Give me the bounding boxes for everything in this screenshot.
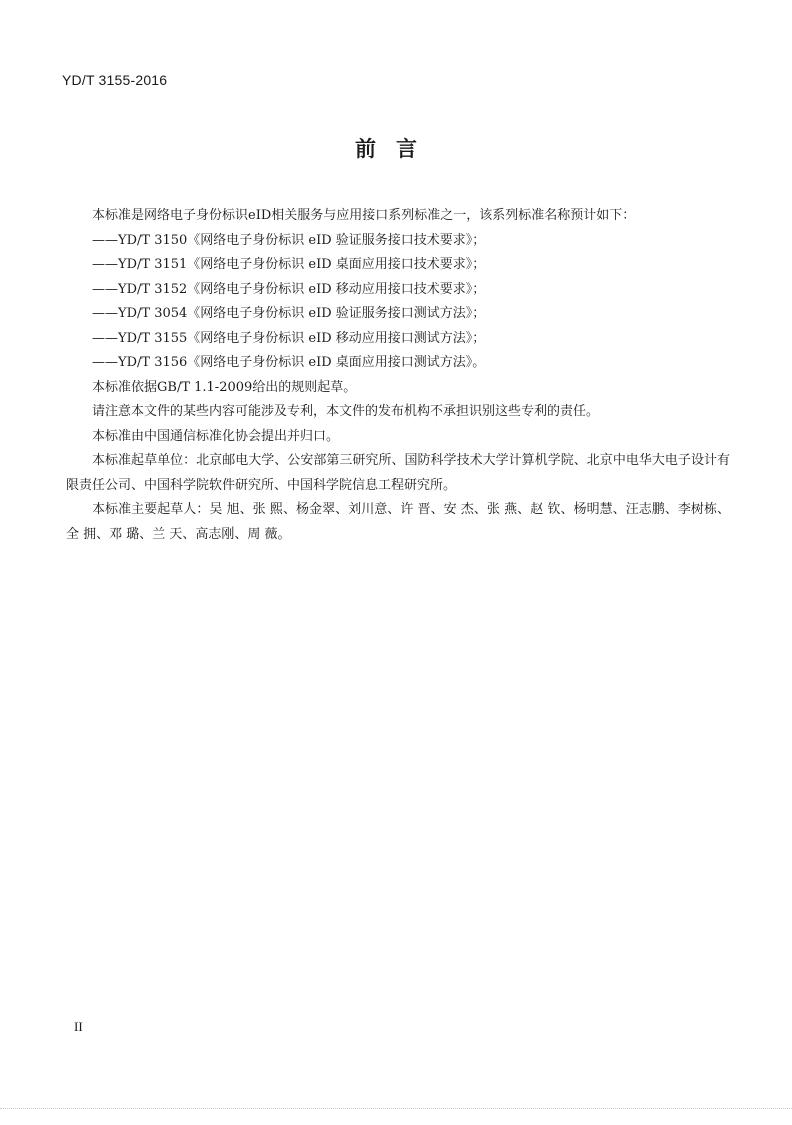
series-item: ——YD/T 3151《网络电子身份标识 eID 桌面应用接口技术要求》； — [92, 257, 486, 272]
page-title: 前言 — [355, 137, 437, 161]
intro-paragraph: 本标准是网络电子身份标识eID相关服务与应用接口系列标准之一，该系列标准名称预计如下： — [92, 208, 636, 223]
series-item: ——YD/T 3054《网络电子身份标识 eID 验证服务接口测试方法》； — [92, 306, 486, 321]
basis-paragraph: 本标准依据GB/T 1.1-2009给出的规则起草。 — [92, 379, 357, 395]
drafters-paragraph: 本标准主要起草人：吴 旭、张 熙、杨金翠、刘川意、许 晋、安 杰、张 燕、赵 钦、杨明慧、汪志鹏、李树栋、全 拥、邓 璐、兰 天、高志刚、周 薇。 — [66, 502, 730, 542]
drafting-units-paragraph: 本标准起草单位：北京邮电大学、公安部第三研究所、国防科学技术大学计算机学院、北京中电华大电子设计有限责任公司、中国科学院软件研究所、中国科学院信息工程研究所。 — [66, 453, 730, 493]
series-item: ——YD/T 3156《网络电子身份标识 eID 桌面应用接口测试方法》。 — [92, 355, 486, 370]
foreword-body — [66, 204, 730, 547]
series-item: ——YD/T 3155《网络电子身份标识 eID 移动应用接口测试方法》； — [92, 330, 486, 346]
patent-paragraph: 请注意本文件的某些内容可能涉及专利，本文件的发布机构不承担识别这些专利的责任。 — [92, 404, 600, 419]
series-item: ——YD/T 3150《网络电子身份标识 eID 验证服务接口技术要求》； — [92, 232, 486, 248]
document-code: YD/T 3155-2016 — [62, 72, 168, 88]
proposer-paragraph: 本标准由中国通信标准化协会提出并归口。 — [92, 428, 340, 444]
page-number: II — [74, 1019, 83, 1034]
scan-edge-divider — [0, 1108, 792, 1109]
series-item: ——YD/T 3152《网络电子身份标识 eID 移动应用接口技术要求》； — [92, 281, 486, 297]
